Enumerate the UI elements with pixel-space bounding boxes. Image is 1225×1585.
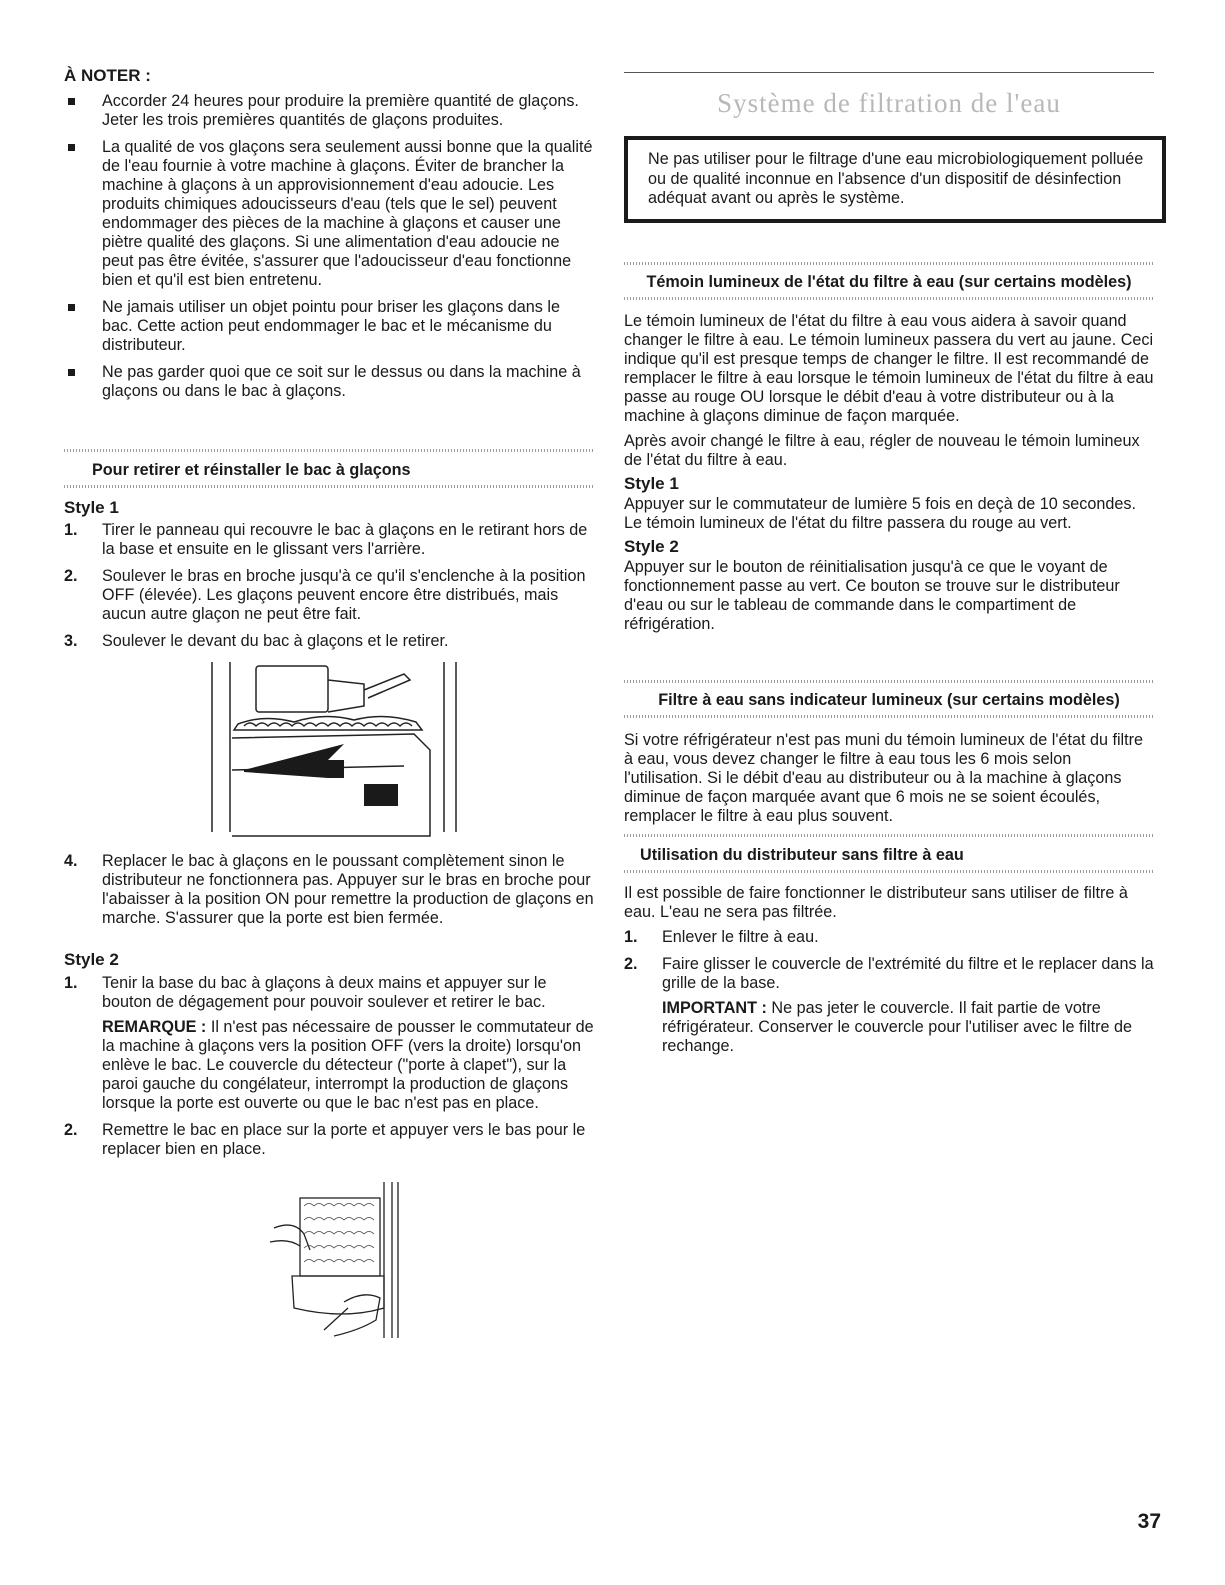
bullet-square-icon xyxy=(68,369,75,376)
bullet-square-icon xyxy=(68,144,75,151)
list-item: La qualité de vos glaçons sera seulement aussi bonne que la qualité de l'eau fournie à votre machine à glaçons. Éviter de brancher la machine à glaçons à un approvisionnement d'eau adoucie. Les produits chimiques adoucisseurs d'eau (tels que le sel) peuvent endommager des pièces de la machine à glaçons et causer une piètre qualité des glaçons. Si une alimentation d'eau adoucie ne peut pas être évitée, s'assurer que l'adoucisseur d'eau fonctionne bien et qu'il est bien entretenu. xyxy=(64,138,594,290)
list-item: Accorder 24 heures pour produire la première quantité de glaçons. Jeter les trois premières quantités de glaçons produites. xyxy=(64,92,594,130)
dotted-divider xyxy=(624,680,1154,683)
style1-step4 xyxy=(64,852,594,936)
style1-heading: Style 1 xyxy=(624,474,679,493)
list-item: Ne pas garder quoi que ce soit sur le dessus ou dans la machine à glaçons ou dans le bac à glaçons. xyxy=(64,363,594,401)
no-filter-steps xyxy=(624,928,1154,1064)
list-item: 2. Soulever le bras en broche jusqu'à ce qu'il s'enclenche à la position OFF (élevée). Les glaçons peuvent encore être distribués, mais aucun autre glaçon ne peut être fait. xyxy=(64,567,586,623)
dotted-divider xyxy=(64,449,594,452)
bullet-square-icon xyxy=(68,98,75,105)
list-item: 2. Remettre le bac en place sur la porte et appuyer vers le bas pour le replacer bien en place. xyxy=(64,1121,586,1158)
note-heading: À NOTER : xyxy=(64,66,151,85)
dotted-divider xyxy=(624,834,1154,837)
ice-bin-removal-illustration xyxy=(204,660,464,840)
dotted-divider xyxy=(624,715,1154,718)
list-item: 1. Tenir la base du bac à glaçons à deux mains et appuyer sur le bouton de dégagement pour pouvoir soulever et retirer le bac. REMARQUE : Il n'est pas nécessaire de pousser le commutateur de la machine à glaçons vers la position OFF (vers la droite) lorsqu'on enlève le bac. Le couvercle du détecteur ("porte à clapet"), sur la paroi gauche du congélateur, interrompt la production de glaçons lorsque la porte est ouverte ou que le bac n'est pas en place. xyxy=(64,974,594,1112)
no-indicator-text: Si votre réfrigérateur n'est pas muni du témoin lumineux de l'état du filtre à eau, vous devez changer le filtre à eau tous les 6 mois selon l'utilisation. Si le débit d'eau au distributeur ou à la machine à glaçons diminue de façon marquée avant que 6 mois ne se soient écoulés, remplacer le filtre à eau plus souvent. xyxy=(624,731,1144,825)
style1-heading: Style 1 xyxy=(64,498,119,517)
list-item: 1. Tirer le panneau qui recouvre le bac à glaçons en le retirant hors de la base et ensuite en le glissant vers l'arrière. xyxy=(64,521,588,558)
page-number: 37 xyxy=(1137,1510,1161,1533)
ice-bin-hands-illustration xyxy=(264,1180,424,1340)
list-item: 3. Soulever le devant du bac à glaçons et le retirer. xyxy=(64,632,449,650)
section-title-filter-indicator: Témoin lumineux de l'état du filtre à eau (sur certains modèles) xyxy=(646,273,1132,291)
list-item: 2. Faire glisser le couvercle de l'extrémité du filtre et le replacer dans la grille de la base. IMPORTANT : Ne pas jeter le couvercle. Il fait partie de votre réfrigérateur. Conserver le couvercle pour l'utiliser avec le filtre de rechange. xyxy=(624,955,1154,1055)
style2-heading: Style 2 xyxy=(624,537,679,556)
filter-indicator-text: Le témoin lumineux de l'état du filtre à eau vous aidera à savoir quand changer le filtre à eau. Le témoin lumineux passera du vert au jaune. Ceci indique qu'il est presque temps de changer le filtre. Il est recommandé de remplacer le filtre à eau lorsque le témoin lumineux de l'état du filtre à eau passe au rouge OU lorsque le débit d'eau à votre distributeur ou à la machine à glaçons diminue de façon marquée. Après avoir changé le filtre à eau, régler de nouveau le témoin lumineux de l'état du filtre à eau. Style 1 Appuyer sur le commutateur de lumière 5 fois en deçà de 10 secondes. Le témoin lumineux de l'état du filtre passera du rouge au vert. Style 2 Appuyer sur le bouton de réinitialisation jusqu'à ce que le voyant de fonctionnement passe au vert. Ce bouton se trouve sur le distributeur d'eau ou sur le tableau de commande dans le compartiment de réfrigération. xyxy=(624,312,1154,633)
dotted-divider xyxy=(64,485,594,488)
warning-box: Ne pas utiliser pour le filtrage d'une eau microbiologiquement polluée ou de qualité inconnue en l'absence d'un dispositif de désinfection adéquat avant ou après le système. xyxy=(624,136,1166,223)
style2-heading: Style 2 xyxy=(64,950,119,969)
page-title: Système de filtration de l'eau xyxy=(717,88,1061,118)
notes-list xyxy=(64,92,594,409)
list-item: 1. Enlever le filtre à eau. xyxy=(624,928,819,946)
list-item: 4. Replacer le bac à glaçons en le poussant complètement sinon le distributeur ne fonctionnera pas. Appuyer sur le bras en broche pour l'abaisser à la position ON pour remettre la production de glaçons en marche. S'assurer que la porte est bien fermée. xyxy=(64,852,594,927)
top-divider xyxy=(624,72,1154,73)
dotted-divider xyxy=(624,262,1154,265)
section-title-ice-bin: Pour retirer et réinstaller le bac à glaçons xyxy=(92,461,411,479)
remark-note: REMARQUE : Il n'est pas nécessaire de pousser le commutateur de la machine à glaçons vers la position OFF (vers la droite) lorsqu'on enlève le bac. Le couvercle du détecteur ("porte à clapet"), sur la paroi gauche du congélateur, interrompt la production de glaçons lorsque la porte est ouverte ou que le bac n'est pas en place. xyxy=(102,1018,594,1112)
bullet-square-icon xyxy=(68,304,75,311)
list-item: Ne jamais utiliser un objet pointu pour briser les glaçons dans le bac. Cette action peut endommager le bac et le mécanisme du distributeur. xyxy=(64,298,594,355)
section-title-no-filter: Utilisation du distributeur sans filtre à eau xyxy=(640,846,964,864)
dotted-divider xyxy=(624,297,1154,300)
style2-steps xyxy=(64,974,594,1167)
section-title-no-indicator: Filtre à eau sans indicateur lumineux (sur certains modèles) xyxy=(658,691,1120,709)
important-note: IMPORTANT : Ne pas jeter le couvercle. Il fait partie de votre réfrigérateur. Conserver le couvercle pour l'utiliser avec le filtre de rechange. xyxy=(662,999,1133,1055)
no-filter-text: Il est possible de faire fonctionner le distributeur sans utiliser de filtre à eau. L'eau ne sera pas filtrée. xyxy=(624,884,1128,921)
style1-steps xyxy=(64,521,594,659)
dotted-divider xyxy=(624,870,1154,873)
